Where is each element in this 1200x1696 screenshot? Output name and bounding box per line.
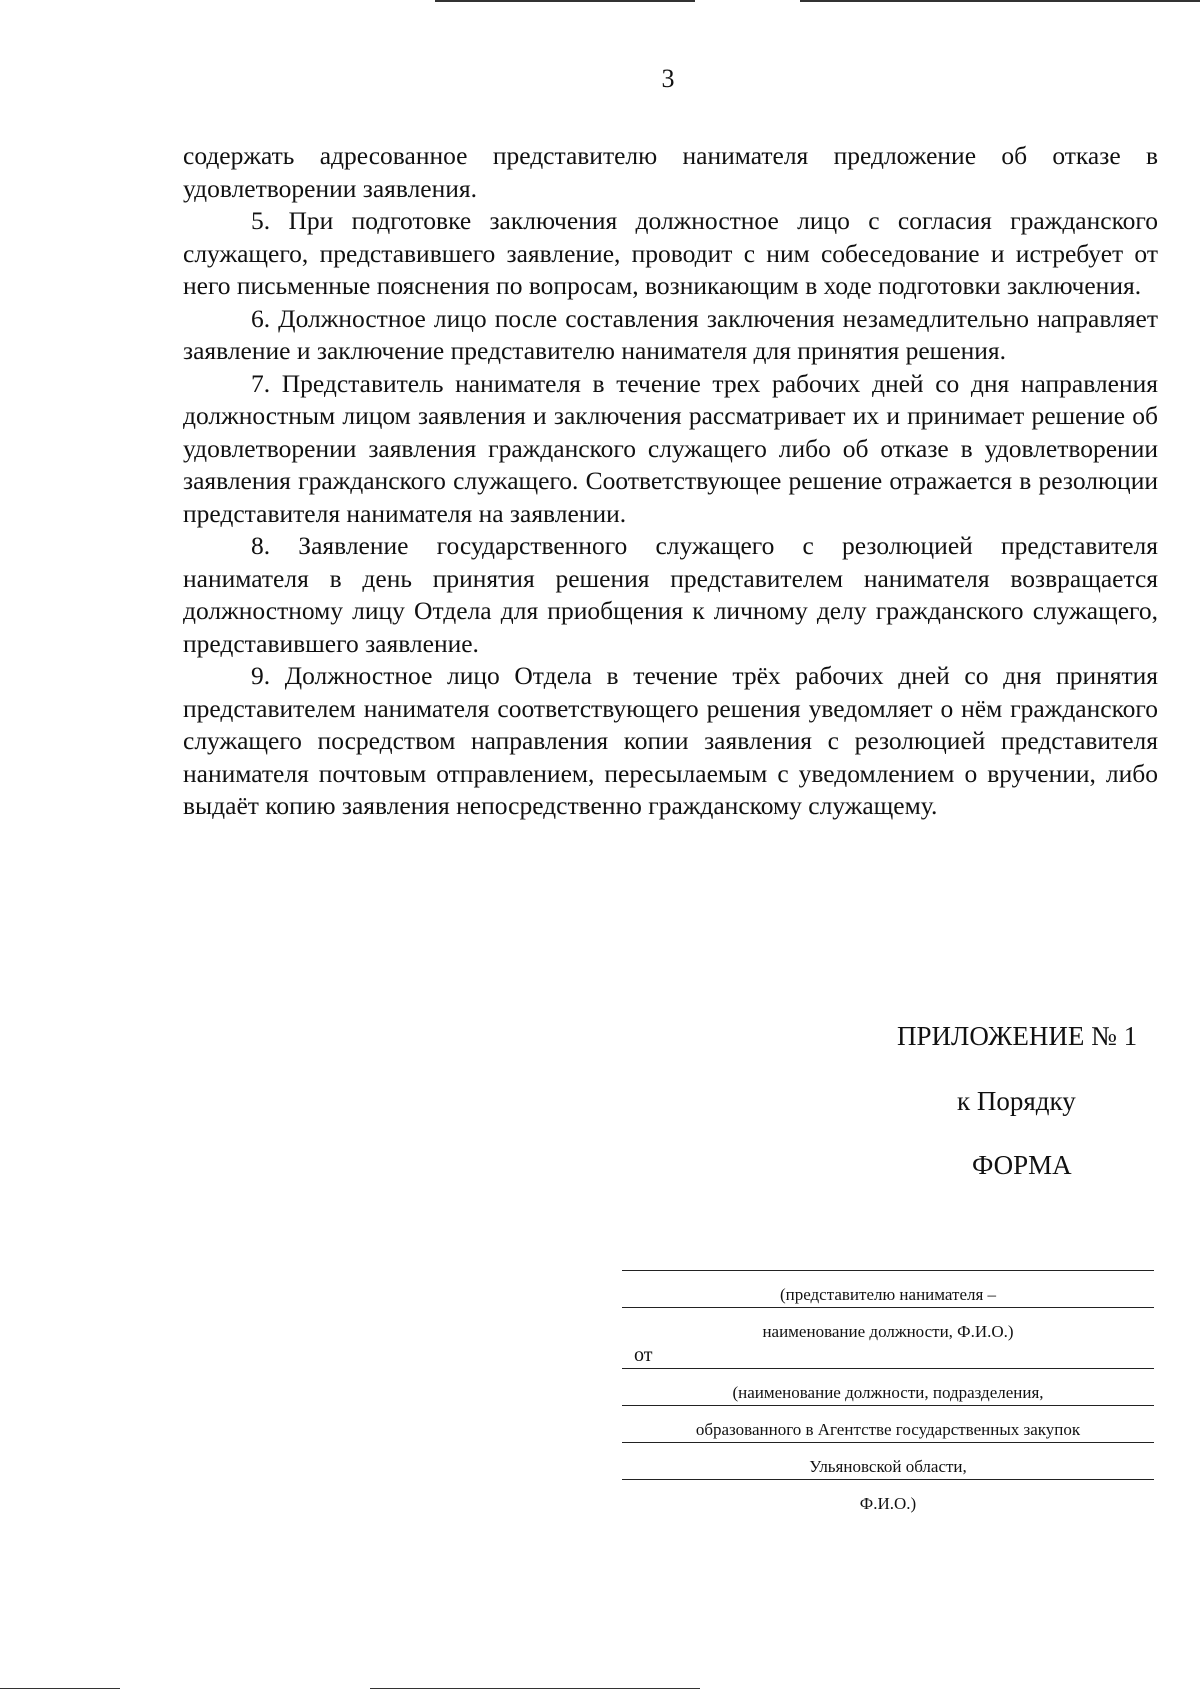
form-caption-sender-position: (наименование должности, подразделения, — [732, 1383, 1044, 1402]
paragraph-continuation: содержать адресованное представителю нанимателя предложение об отказе в удовлетворении заявления. — [183, 141, 1158, 203]
addressee-form — [622, 1270, 1154, 1516]
paragraph-6: 6. Должностное лицо после составления заключения незамедлительно направляет заявление и заключение представителю нанимателя для принятия решения. — [183, 303, 1158, 365]
appendix-reference: к Порядку — [957, 1086, 1076, 1116]
page-number: 3 — [661, 64, 675, 93]
appendix-form-label: ФОРМА — [972, 1150, 1072, 1180]
form-caption-name: Ф.И.О.) — [859, 1494, 917, 1513]
scan-edge-line — [0, 1688, 120, 1689]
paragraph-9: 9. Должностное лицо Отдела в течение трёх рабочих дней со дня принятия представителем нанимателя соответствующего решения уведомляет о нём гражданского служащего посредством направления копии заявления с резолюцией представителя нанимателя почтовым отправлением, пересылаемым с уведомлением о вручении, либо выдаёт копию заявления непосредственно гражданскому служащему. — [183, 661, 1158, 820]
paragraph-5: 5. При подготовке заключения должностное лицо с согласия гражданского служащего, представившего заявление, проводит с ним собеседование и истребует от него письменные пояснения по вопросам, возникающим в ходе подготовки заключения. — [183, 206, 1158, 300]
form-from-row — [622, 1344, 1154, 1368]
form-caption-agency: образованного в Агентстве государственных закупок — [695, 1420, 1081, 1439]
scan-edge-line — [800, 0, 1200, 2]
scan-edge-line — [370, 1688, 700, 1689]
form-caption-recipient-position: наименование должности, Ф.И.О.) — [762, 1322, 1014, 1341]
paragraph-8: 8. Заявление государственного служащего с резолюцией представителя нанимателя в день принятия решения представителем нанимателя возвращается должностному лицу Отдела для приобщения к личному делу гражданского служащего, представившего заявление. — [183, 531, 1158, 658]
paragraph-7: 7. Представитель нанимателя в течение трех рабочих дней со дня направления должностным лицом заявления и заключения рассматривает их и принимает решение об удовлетворении заявления гражданского служащего либо об отказе в удовлетворении заявления гражданского служащего. Соответствующее решение отражается в резолюции представителя нанимателя на заявлении. — [183, 368, 1158, 528]
form-from-label: от — [634, 1344, 653, 1366]
scan-edge-line — [435, 0, 695, 2]
appendix-title: ПРИЛОЖЕНИЕ № 1 — [897, 1021, 1138, 1051]
document-body — [183, 140, 1158, 823]
form-caption-region: Ульяновской области, — [809, 1457, 967, 1476]
form-caption-recipient: (представителю нанимателя – — [779, 1285, 997, 1304]
